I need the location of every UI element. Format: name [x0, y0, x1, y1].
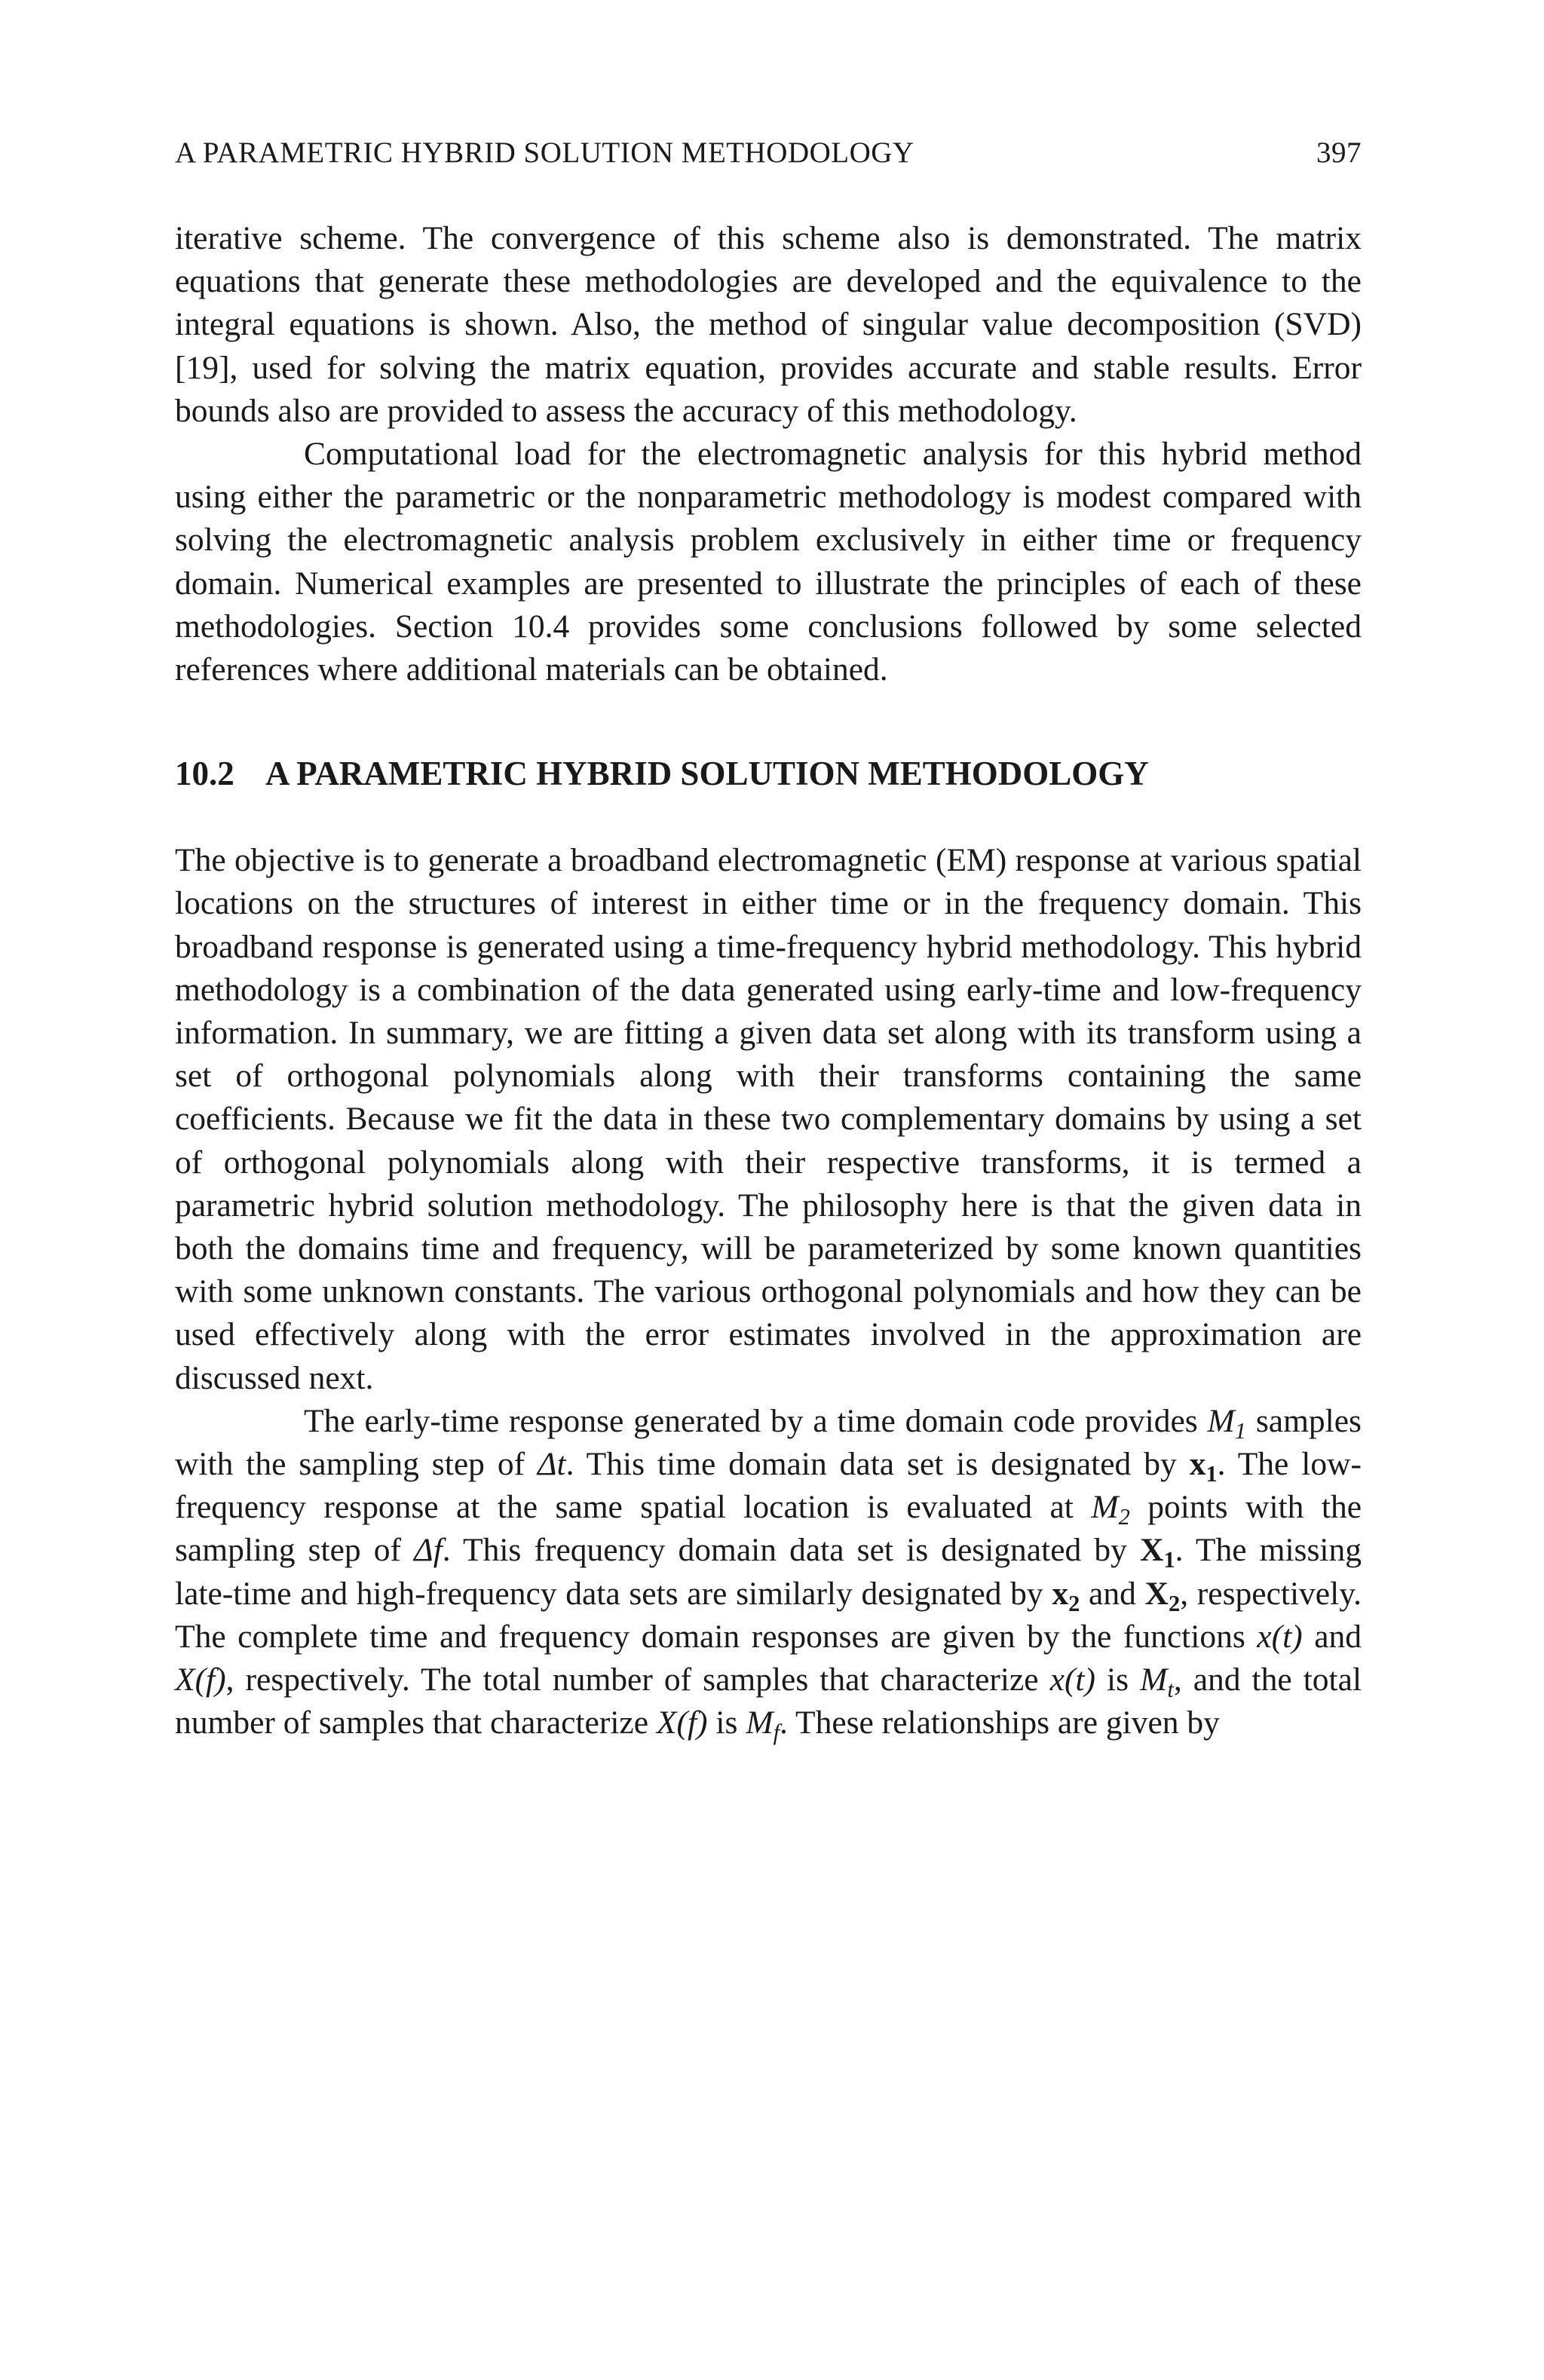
symbol-M2 [1091, 1489, 1130, 1530]
intro-paragraph-2: Computational load for the electromagnetic analysis for this hybrid method using either the parametric or the nonparametric methodology is modest compared with solving the electromagnetic analysis problem exclusively in either time or frequency domain. Numerical examples are presented to illustrate the principles of each of these methodologies. Section 10.4 provides some conclusions followed by some selected references where additional materials can be obtained. [175, 436, 1362, 688]
section-number: 10.2 [175, 755, 234, 793]
symbol-Mf [746, 1705, 780, 1746]
symbol-Mt [1140, 1662, 1174, 1703]
symbol-X-of-f: X(f) [656, 1705, 708, 1741]
symbol-x1 [1189, 1446, 1218, 1487]
subscript: 2 [1118, 1504, 1130, 1530]
symbol-X1 [1140, 1532, 1175, 1573]
symbol-x2 [1052, 1575, 1080, 1616]
text-run: points with the sampling step of [175, 1489, 1362, 1569]
symbol-base: X [1140, 1532, 1164, 1569]
running-header [175, 136, 1362, 178]
page-number: 397 [1316, 136, 1362, 169]
text-run: . These relationships are given by [780, 1705, 1220, 1741]
section-paragraph-2 [175, 1400, 1362, 1745]
symbol-base: M [746, 1705, 774, 1741]
subscript: 1 [1205, 1461, 1218, 1487]
book-page [175, 136, 1362, 1745]
symbol-X-of-f: X(f) [175, 1662, 226, 1698]
text-run: The early-time response generated by a time domain code provides [304, 1402, 1208, 1439]
text-run: is [1095, 1662, 1141, 1698]
symbol-delta-t: Δt [538, 1446, 566, 1483]
text-run: , and the total number of samples that characterize [175, 1662, 1362, 1741]
text-run: samples with the sampling step of [175, 1402, 1362, 1483]
symbol-base: x [1052, 1575, 1069, 1612]
symbol-M1 [1207, 1402, 1246, 1444]
symbol-base: X [1144, 1575, 1169, 1612]
symbol-base: M [1140, 1662, 1168, 1698]
subscript: 1 [1234, 1418, 1246, 1444]
running-title: A PARAMETRIC HYBRID SOLUTION METHODOLOGY [175, 136, 914, 169]
text-run: . The low-frequency response at the same spatial location is evaluated at [175, 1446, 1362, 1526]
section-heading [175, 752, 1362, 795]
subscript: f [773, 1720, 780, 1746]
text-run: and [1080, 1575, 1145, 1612]
text-run: . This frequency domain data set is designated by [442, 1532, 1141, 1569]
symbol-x-of-t: x(t) [1257, 1618, 1303, 1655]
section-paragraph-1: The objective is to generate a broadband electromagnetic (EM) response at various spatial locations on the structures of interest in either time or in the frequency domain. This broadband response is generated using a time-frequency hybrid methodology. This hybrid methodology is a combination of the data generated using early-time and low-frequency information. In summary, we are fitting a given data set along with its transform using a set of orthogonal polynomials along with their transforms containing the same coefficients. Because we fit the data in these two complementary domains by using a set of orthogonal polynomials along with their respective transforms, it is termed a parametric hybrid solution methodology. The philosophy here is that the given data in both the domains time and frequency, will be parameterized by some known quantities with some unknown constants. The various orthogonal polynomials and how they can be used effectively along with the error estimates involved in the approximation are discussed next. [175, 842, 1362, 1396]
text-run: , respectively. The total number of samples that characterize [225, 1662, 1050, 1698]
text-run: is [707, 1705, 746, 1741]
symbol-delta-f: Δf [414, 1532, 443, 1569]
subscript: 2 [1068, 1590, 1080, 1616]
symbol-X2 [1144, 1575, 1181, 1616]
text-run: . The missing late-time and high-frequency data sets are similarly designated by [175, 1532, 1362, 1612]
subscript: 2 [1169, 1590, 1181, 1616]
text-run: . This time domain data set is designated by [565, 1446, 1190, 1483]
symbol-x-of-t: x(t) [1049, 1662, 1096, 1698]
subscript: 1 [1163, 1547, 1175, 1573]
text-run: and [1302, 1618, 1362, 1655]
section-title: A PARAMETRIC HYBRID SOLUTION METHODOLOGY [265, 755, 1149, 793]
intro-paragraph-1: iterative scheme. The convergence of this scheme also is demonstrated. The matrix equations that generate these methodologies are developed and the equivalence to the integral equations is shown. Also, the method of singular value decomposition (SVD) [19], used for solving the matrix equation, provides accurate and stable results. Error bounds also are provided to assess the accuracy of this methodology. [175, 220, 1362, 429]
symbol-base: M [1091, 1489, 1119, 1526]
symbol-base: M [1207, 1402, 1235, 1439]
text-run: , respectively. The complete time and frequency domain responses are given by the functions [175, 1575, 1362, 1655]
subscript: t [1167, 1677, 1174, 1703]
symbol-base: x [1189, 1446, 1206, 1483]
